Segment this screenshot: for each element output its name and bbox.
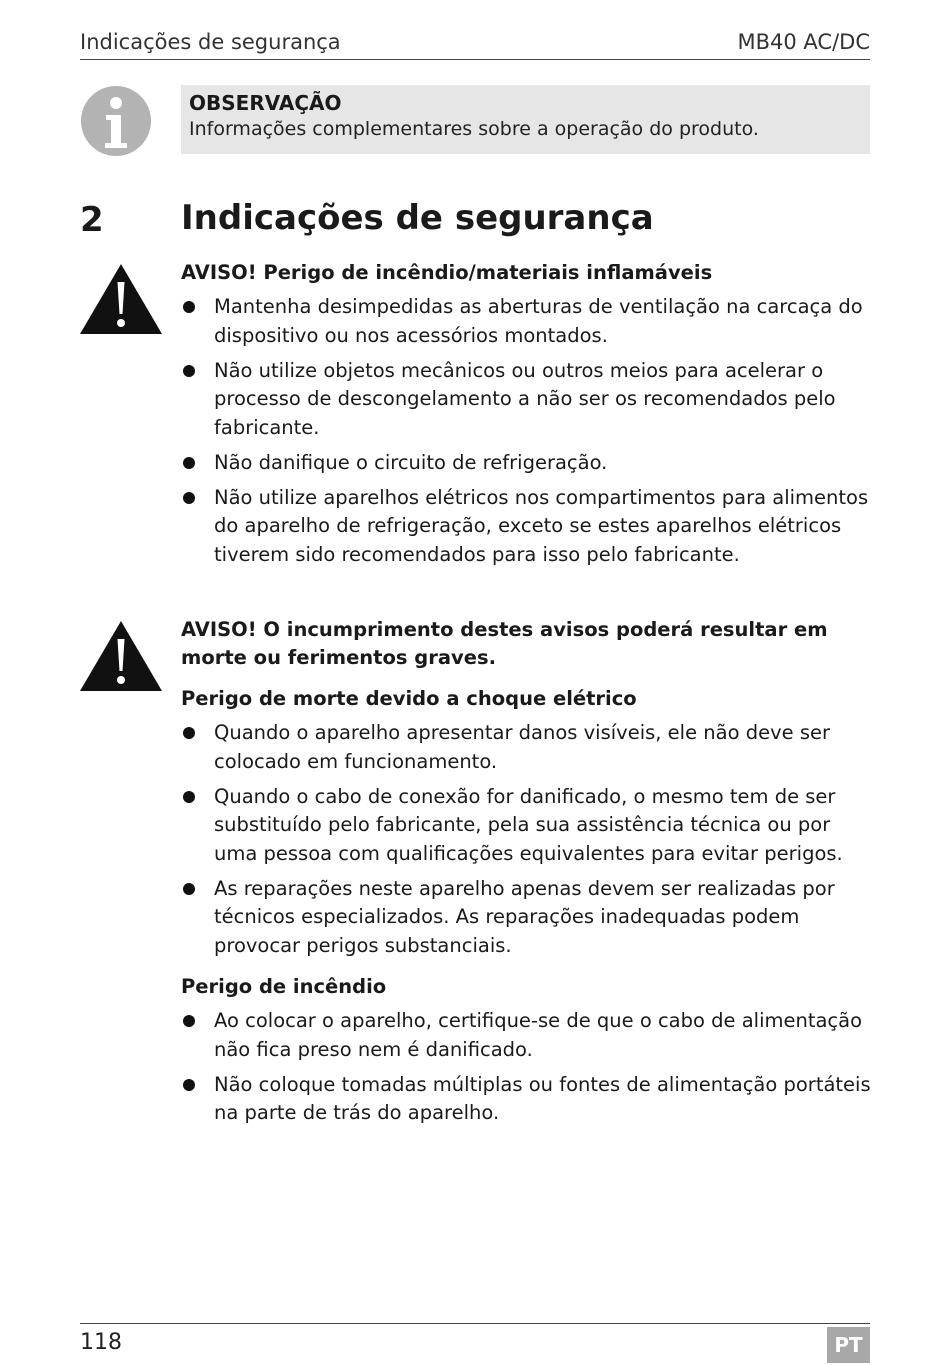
fire-hazard-list <box>181 1007 871 1128</box>
list-item-text: As reparações neste aparelho apenas devem ser realizadas por técnicos especializados. As reparações inadequadas podem provocar perigos substanciais. <box>214 876 835 957</box>
bullet-icon <box>183 727 195 739</box>
bullet-icon <box>183 791 195 803</box>
language-badge: PT <box>827 1327 870 1363</box>
section-title: Indicações de segurança <box>181 198 654 238</box>
fire-warning-block <box>181 259 871 576</box>
header-divider <box>80 59 870 60</box>
list-item <box>181 484 871 570</box>
serious-warning-title: AVISO! O incumprimento destes avisos poderá resultar em morte ou ferimentos graves. <box>181 618 828 669</box>
list-item <box>181 293 871 350</box>
bullet-icon <box>183 492 195 504</box>
list-item-text: Quando o cabo de conexão for danificado, o mesmo tem de ser substituído pelo fabricante, pela sua assistência técnica ou por uma pessoa com qualificações equivalentes para evitar perigos. <box>214 784 843 865</box>
electric-shock-heading: Perigo de morte devido a choque elétrico <box>181 687 637 710</box>
fire-hazard-heading: Perigo de incêndio <box>181 975 387 998</box>
fire-warning-title: AVISO! Perigo de incêndio/materiais inflamáveis <box>181 261 713 284</box>
bullet-icon <box>183 365 195 377</box>
list-item-text: Mantenha desimpedidas as aberturas de ventilação na carcaça do dispositivo ou nos acessórios montados. <box>214 295 863 347</box>
list-item <box>181 875 871 961</box>
electric-shock-list <box>181 719 871 960</box>
note-title: OBSERVAÇÃO <box>189 91 342 115</box>
warning-triangle-icon <box>80 621 162 691</box>
page-number: 118 <box>80 1330 122 1355</box>
bullet-icon <box>183 457 195 469</box>
section-number: 2 <box>80 200 104 240</box>
list-item-text: Não danifique o circuito de refrigeração. <box>214 450 608 474</box>
bullet-icon <box>183 1079 195 1091</box>
running-header-model: MB40 AC/DC <box>737 30 870 54</box>
info-icon <box>80 85 152 157</box>
list-item <box>181 449 871 478</box>
footer-divider <box>80 1323 870 1324</box>
list-item <box>181 1007 871 1064</box>
list-item-text: Não utilize objetos mecânicos ou outros meios para acelerar o processo de descongelamento a não ser os recomendados pelo fabricante. <box>214 358 836 439</box>
list-item <box>181 783 871 869</box>
warning-triangle-icon <box>80 264 162 334</box>
note-box <box>181 85 870 154</box>
list-item-text: Ao colocar o aparelho, certifique-se de que o cabo de alimentação não fica preso nem é danificado. <box>214 1009 863 1061</box>
list-item <box>181 1071 871 1128</box>
list-item <box>181 357 871 443</box>
list-item-text: Não utilize aparelhos elétricos nos compartimentos para alimentos do aparelho de refrigeração, exceto se estes aparelhos elétricos tiverem sido recomendados para isso pelo fabricante. <box>214 485 869 566</box>
bullet-icon <box>183 301 195 313</box>
running-header-title: Indicações de segurança <box>80 30 341 54</box>
list-item <box>181 719 871 776</box>
list-item-text: Quando o aparelho apresentar danos visíveis, ele não deve ser colocado em funcionamento. <box>214 721 831 773</box>
note-text: Informações complementares sobre a operação do produto. <box>189 118 759 140</box>
list-item-text: Não coloque tomadas múltiplas ou fontes de alimentação portáteis na parte de trás do aparelho. <box>214 1072 871 1124</box>
fire-warning-list <box>181 293 871 569</box>
bullet-icon <box>183 1015 195 1027</box>
serious-warning-block <box>181 616 871 1134</box>
bullet-icon <box>183 883 195 895</box>
